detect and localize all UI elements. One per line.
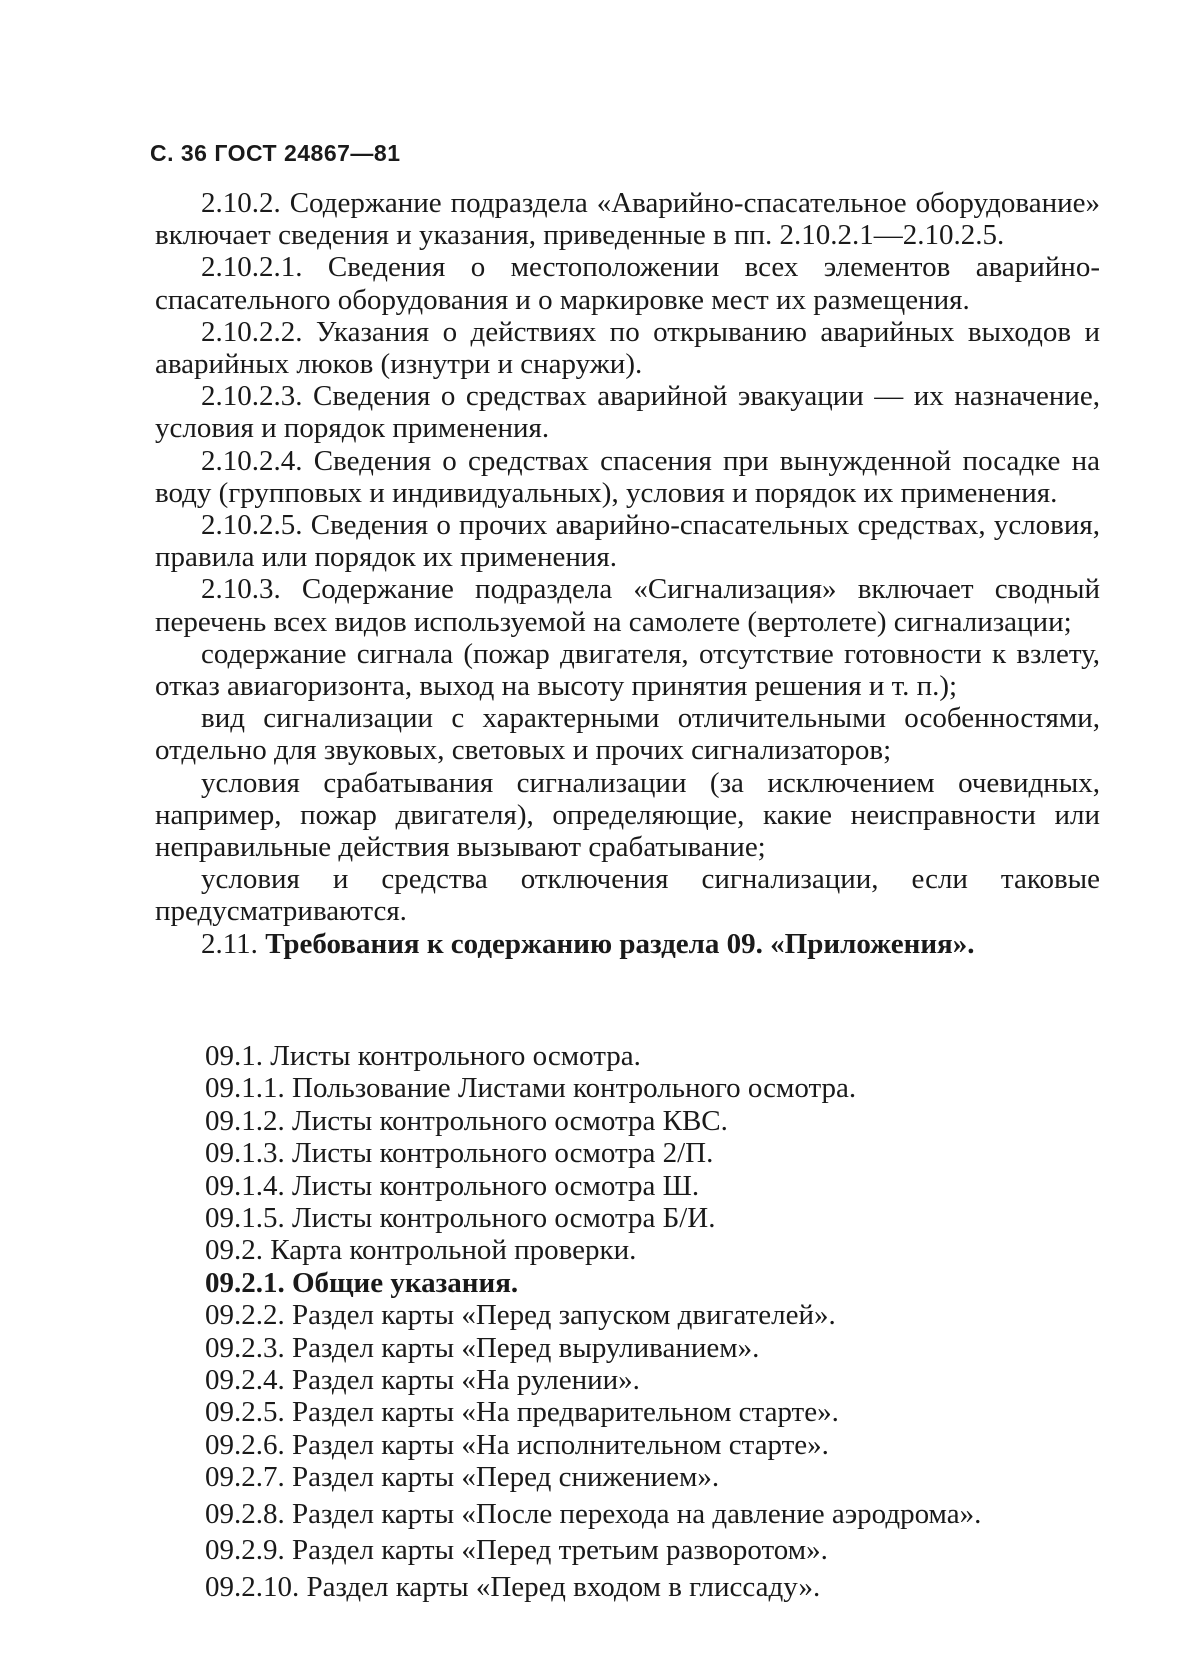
section-heading-num: 2.11.: [201, 927, 258, 960]
list-item: 09.2.4. Раздел карты «На рулении».: [205, 1364, 640, 1397]
paragraph-signal-content: содержание сигнала (пожар двигателя, отсутствие готовности к взлету, отказ авиагоризонта, выход на высоту принятия решения и т. п.);: [155, 637, 1100, 703]
paragraph-2-10-3: 2.10.3. Содержание подраздела «Сигнализация» включает сводный перечень всех видов используемой на самолете (вертолете) сигнализации;: [155, 573, 1100, 638]
list-item: 09.1.5. Листы контрольного осмотра Б/И.: [205, 1202, 716, 1235]
list-item: 09.1.2. Листы контрольного осмотра КВС.: [205, 1104, 728, 1137]
list-item: 09.2.2. Раздел карты «Перед запуском двигателей».: [205, 1299, 836, 1332]
paragraph-2-10-2-2: 2.10.2.2. Указания о действиях по открыванию аварийных выходов и аварийных люков (изнутри и снаружи).: [155, 315, 1100, 381]
list-item: 09.2.8. Раздел карты «После перехода на давление аэродрома».: [205, 1497, 982, 1530]
list-item: 09.1.1. Пользование Листами контрольного осмотра.: [205, 1072, 857, 1105]
page-header: С. 36 ГОСТ 24867—81: [150, 140, 401, 166]
list-item: 09.2.5. Раздел карты «На предварительном старте».: [205, 1396, 839, 1429]
paragraph-2-10-2: 2.10.2. Содержание подраздела «Аварийно-спасательное оборудование» включает сведения и указания, приведенные в пп. 2.10.2.1—2.10.2.5.: [155, 187, 1100, 252]
section-heading-2-11: [155, 928, 1100, 960]
list-item: 09.2.9. Раздел карты «Перед третьим разворотом».: [205, 1534, 828, 1567]
list-item: 09.1.3. Листы контрольного осмотра 2/П.: [205, 1137, 714, 1170]
paragraph-signal-conditions: условия срабатывания сигнализации (за исключением очевидных, например, пожар двигателя), определяющие, какие неисправности или неправильные действия вызывают срабатывание;: [155, 766, 1100, 864]
paragraph-signal-disable: условия и средства отключения сигнализации, если таковые предусматриваются.: [155, 863, 1100, 928]
list-item: 09.2.7. Раздел карты «Перед снижением».: [205, 1461, 720, 1494]
list-item: 09.2.3. Раздел карты «Перед выруливанием».: [205, 1331, 760, 1364]
list-item: 09.2. Карта контрольной проверки.: [205, 1234, 637, 1267]
body-text: [155, 187, 1100, 960]
paragraph-2-10-2-1: 2.10.2.1. Сведения о местоположении всех элементов аварийно-спасательного оборудования и о маркировке мест их размещения.: [155, 251, 1100, 316]
list-item: 09.1. Листы контрольного осмотра.: [205, 1040, 641, 1072]
list-item: 09.2.10. Раздел карты «Перед входом в глиссаду».: [205, 1570, 821, 1603]
list-item: 09.1.4. Листы контрольного осмотра Ш.: [205, 1169, 700, 1202]
paragraph-2-10-2-4: 2.10.2.4. Сведения о средствах спасения при вынужденной посадке на воду (групповых и индивидуальных), условия и порядок их применения.: [155, 444, 1100, 509]
appendix-list: [205, 1040, 1105, 1603]
paragraph-2-10-2-3: 2.10.2.3. Сведения о средствах аварийной эвакуации — их назначение, условия и порядок применения.: [155, 380, 1100, 445]
list-item: 09.2.1. Общие указания.: [205, 1266, 519, 1299]
paragraph-signal-type: вид сигнализации с характерными отличительными особенностями, отдельно для звуковых, световых и прочих сигнализаторов;: [155, 702, 1100, 767]
list-item: 09.2.6. Раздел карты «На исполнительном старте».: [205, 1428, 829, 1461]
paragraph-2-10-2-5: 2.10.2.5. Сведения о прочих аварийно-спасательных средствах, условия, правила или порядок их применения.: [155, 509, 1100, 574]
section-heading-text: Требования к содержанию раздела 09. «Приложения».: [265, 927, 975, 960]
